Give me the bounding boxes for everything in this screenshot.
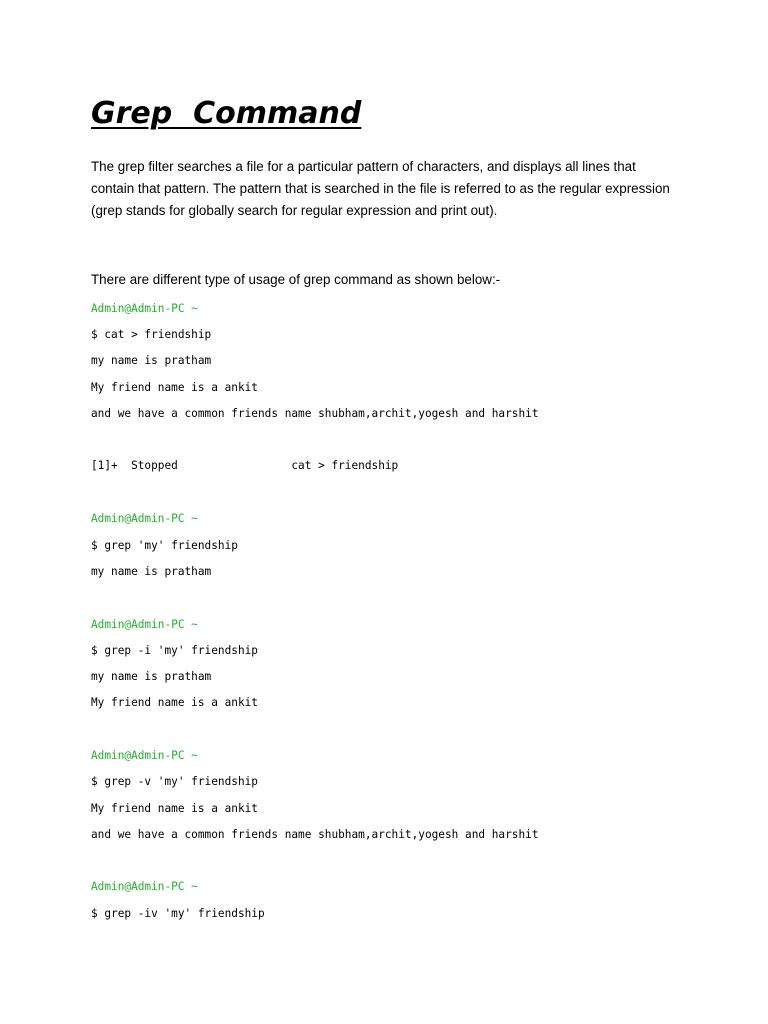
terminal-command-line: $ grep -iv 'my' friendship bbox=[91, 907, 265, 920]
terminal-command-line: $ grep 'my' friendship bbox=[91, 539, 238, 552]
terminal-prompt-line: Admin@Admin-PC ~ bbox=[91, 618, 198, 631]
terminal-output-line: My friend name is a ankit bbox=[91, 381, 258, 394]
terminal-output-line: and we have a common friends name shubham,archit,yogesh and harshit bbox=[91, 828, 539, 841]
terminal-output-line: and we have a common friends name shubham,archit,yogesh and harshit bbox=[91, 407, 539, 420]
page-title: Grep Command bbox=[91, 96, 362, 131]
terminal-job-status-line: [1]+ Stopped cat > friendship bbox=[91, 459, 399, 472]
terminal-output-line: my name is pratham bbox=[91, 670, 212, 683]
terminal-prompt-line: Admin@Admin-PC ~ bbox=[91, 512, 198, 525]
terminal-output-line: My friend name is a ankit bbox=[91, 696, 258, 709]
intro-paragraph: The grep filter searches a file for a particular pattern of characters, and displays all lines that contain that pattern. The pattern that is searched in the file is referred to as the regular expression (grep stands for globally search for regular expression and print out). bbox=[91, 159, 670, 218]
terminal-command-line: $ cat > friendship bbox=[91, 328, 212, 341]
terminal-command-line: $ grep -v 'my' friendship bbox=[91, 775, 258, 788]
terminal-output-line: my name is pratham bbox=[91, 354, 212, 367]
terminal-prompt-line: Admin@Admin-PC ~ bbox=[91, 880, 198, 893]
terminal-prompt-line: Admin@Admin-PC ~ bbox=[91, 749, 198, 762]
terminal-command-line: $ grep -i 'my' friendship bbox=[91, 644, 258, 657]
terminal-output-line: My friend name is a ankit bbox=[91, 802, 258, 815]
terminal-prompt-line: Admin@Admin-PC ~ bbox=[91, 302, 198, 315]
usage-heading: There are different type of usage of grep command as shown below:- bbox=[91, 272, 501, 287]
terminal-output-line: my name is pratham bbox=[91, 565, 212, 578]
